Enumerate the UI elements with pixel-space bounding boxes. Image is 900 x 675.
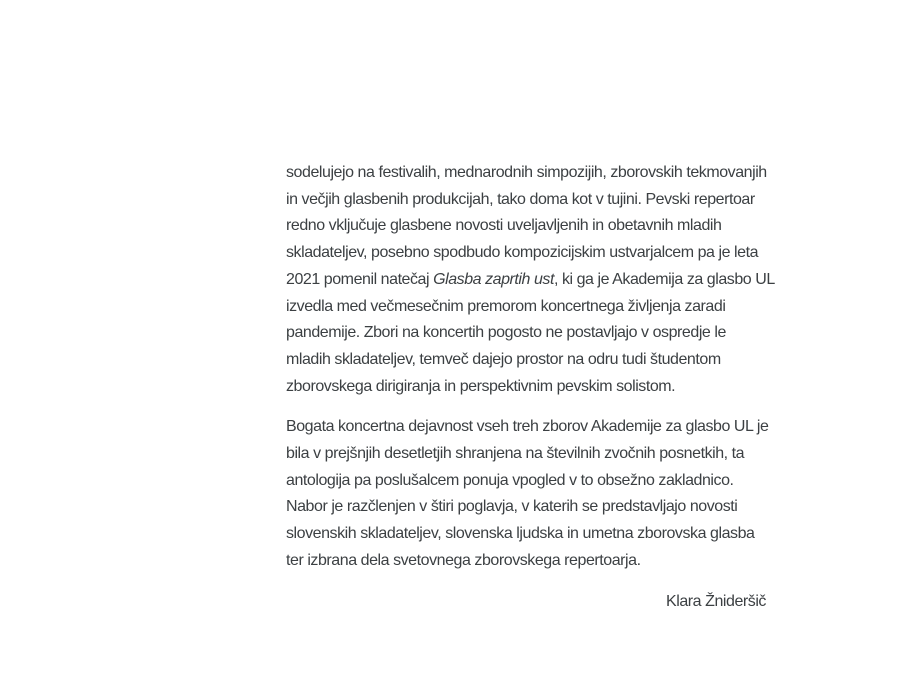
text-block xyxy=(286,160,775,615)
plain-text: izvedla med večmesečnim premorom koncertnega življenja zaradi xyxy=(286,297,726,315)
plain-text: in večjih glasbenih produkcijah, tako doma kot v tujini. Pevski repertoar xyxy=(286,190,755,208)
paragraph xyxy=(286,414,769,574)
plain-text: redno vključuje glasbene novosti uveljavljenih in obetavnih mladih xyxy=(286,217,722,235)
text-line xyxy=(286,347,766,374)
plain-text: bila v prejšnjih desetletjih shranjena na številnih zvočnih posnetkih, ta xyxy=(286,445,745,463)
text-line xyxy=(286,240,766,267)
plain-text: 2021 pomenil natečaj xyxy=(286,270,434,288)
text-line xyxy=(286,441,766,468)
text-line xyxy=(286,320,766,347)
text-line xyxy=(286,521,766,548)
text-line xyxy=(286,213,766,240)
signature: Klara Žnideršič xyxy=(666,592,766,610)
text-line xyxy=(286,468,766,495)
plain-text: Bogata koncertna dejavnost vseh treh zborov Akademije za glasbo UL je xyxy=(286,418,769,436)
plain-text: , ki ga je Akademija za glasbo UL xyxy=(553,270,775,288)
text-line xyxy=(286,548,766,575)
plain-text: Nabor je razčlenjen v štiri poglavja, v katerih se predstavljajo novosti xyxy=(286,498,738,516)
plain-text: ter izbrana dela svetovnega zborovskega repertoarja. xyxy=(286,551,641,569)
text-line xyxy=(286,494,766,521)
plain-text: pandemije. Zbori na koncertih pogosto ne postavljajo v ospredje le xyxy=(286,324,726,342)
plain-text: zborovskega dirigiranja in perspektivnim pevskim solistom. xyxy=(286,377,676,395)
text-line xyxy=(286,187,766,214)
text-line xyxy=(286,160,766,187)
plain-text: slovenskih skladateljev, slovenska ljudska in umetna zborovska glasba xyxy=(286,525,755,543)
text-line xyxy=(286,267,775,294)
paragraph xyxy=(286,160,775,400)
plain-text: skladateljev, posebno spodbudo kompozicijskim ustvarjalcem pa je leta xyxy=(286,244,759,262)
italic-text: Glasba zaprtih ust xyxy=(433,270,554,288)
plain-text: sodelujejo na festivalih, mednarodnih simpozijih, zborovskih tekmovanjih xyxy=(286,164,767,181)
text-line xyxy=(286,414,769,441)
text-line xyxy=(286,374,766,401)
plain-text: antologija pa poslušalcem ponuja vpogled v to obsežno zakladnico. xyxy=(286,471,734,489)
plain-text: mladih skladateljev, temveč dajejo prostor na odru tudi študentom xyxy=(286,350,721,368)
text-line xyxy=(286,294,766,321)
